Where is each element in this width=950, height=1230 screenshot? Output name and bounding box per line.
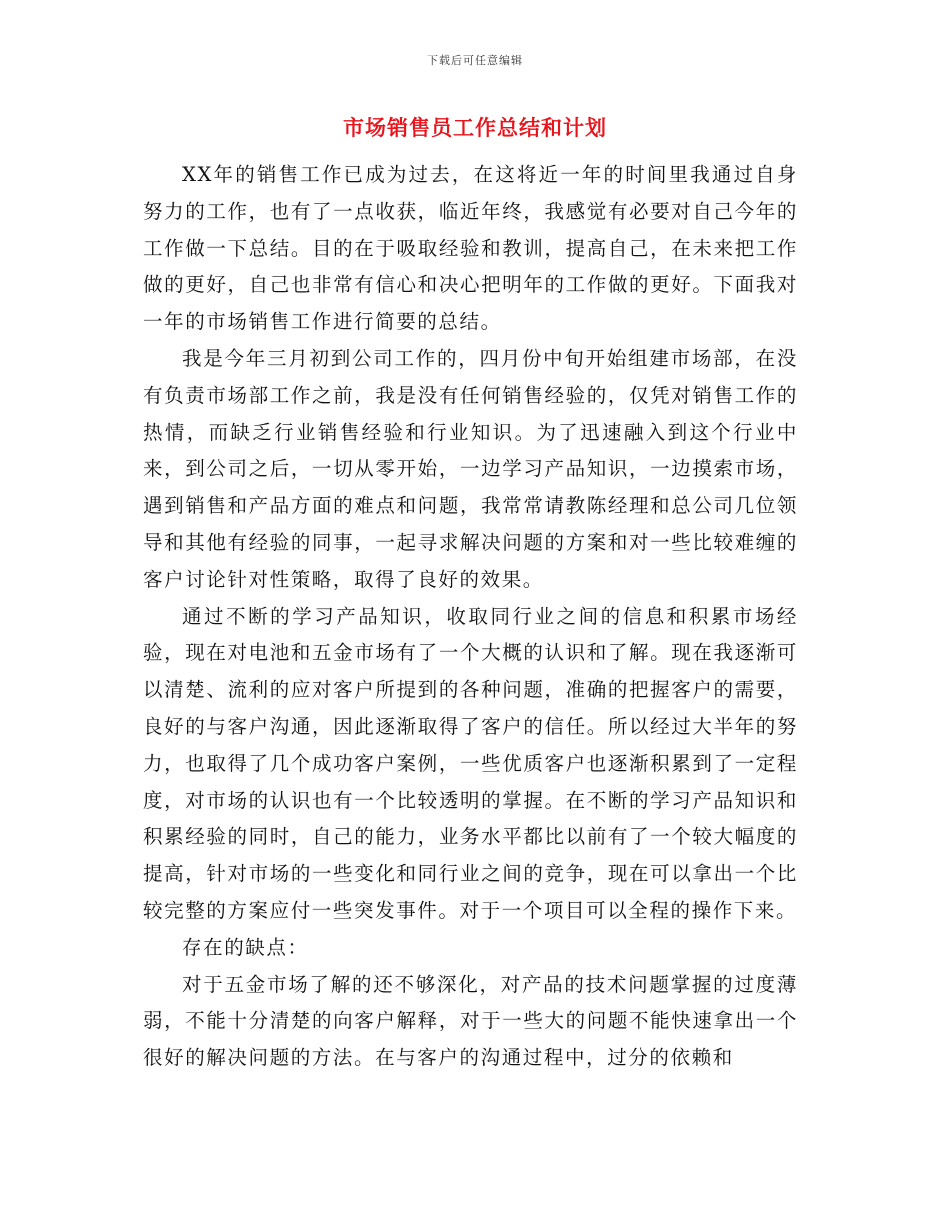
paragraph-progress: 通过不断的学习产品知识，收取同行业之间的信息和积累市场经验，现在对电池和五金市场有了一个大概的认识和了解。现在我逐渐可以清楚、流利的应对客户所提到的各种问题，准确的把握客户的需要，良好的与客户沟通，因此逐渐取得了客户的信任。所以经过大半年的努力，也取得了几个成功客户案例，一些优质客户也逐渐积累到了一定程度，对市场的认识也有一个比较透明的掌握。在不断的学习产品知识和积累经验的同时，自己的能力，业务水平都比以前有了一个较大幅度的提高，针对市场的一些变化和同行业之间的竞争，现在可以拿出一个比较完整的方案应付一些突发事件。对于一个项目可以全程的操作下来。	[143, 604, 798, 922]
paragraph-shortcomings: 对于五金市场了解的还不够深化，对产品的技术问题掌握的过度薄弱，不能十分清楚的向客户解释，对于一些大的问题不能快速拿出一个很好的解决问题的方法。在与客户的沟通过程中，过分的依赖和	[143, 972, 798, 1070]
paragraph-shortcomings-heading: 存在的缺点：	[182, 935, 309, 959]
paragraph-background: 我是今年三月初到公司工作的，四月份中旬开始组建市场部，在没有负责市场部工作之前，我是没有任何销售经验的，仅凭对销售工作的热情，而缺乏行业销售经验和行业知识。为了迅速融入到这个行业中来，到公司之后，一切从零开始，一边学习产品知识，一边摸索市场，遇到销售和产品方面的难点和问题，我常常请教陈经理和总公司几位领导和其他有经验的同事，一起寻求解决问题的方案和对一些比较难缠的客户讨论针对性策略，取得了良好的效果。	[143, 346, 798, 591]
document-body	[143, 157, 798, 1077]
document-title: 市场销售员工作总结和计划	[343, 115, 607, 140]
header-note: 下载后可任意编辑	[427, 54, 523, 67]
paragraph-intro: XX年的销售工作已成为过去，在这将近一年的时间里我通过自身努力的工作，也有了一点收获，临近年终，我感觉有必要对自己今年的工作做一下总结。目的在于吸取经验和教训，提高自己，在未来把工作做的更好，自己也非常有信心和决心把明年的工作做的更好。下面我对一年的市场销售工作进行简要的总结。	[143, 163, 798, 334]
